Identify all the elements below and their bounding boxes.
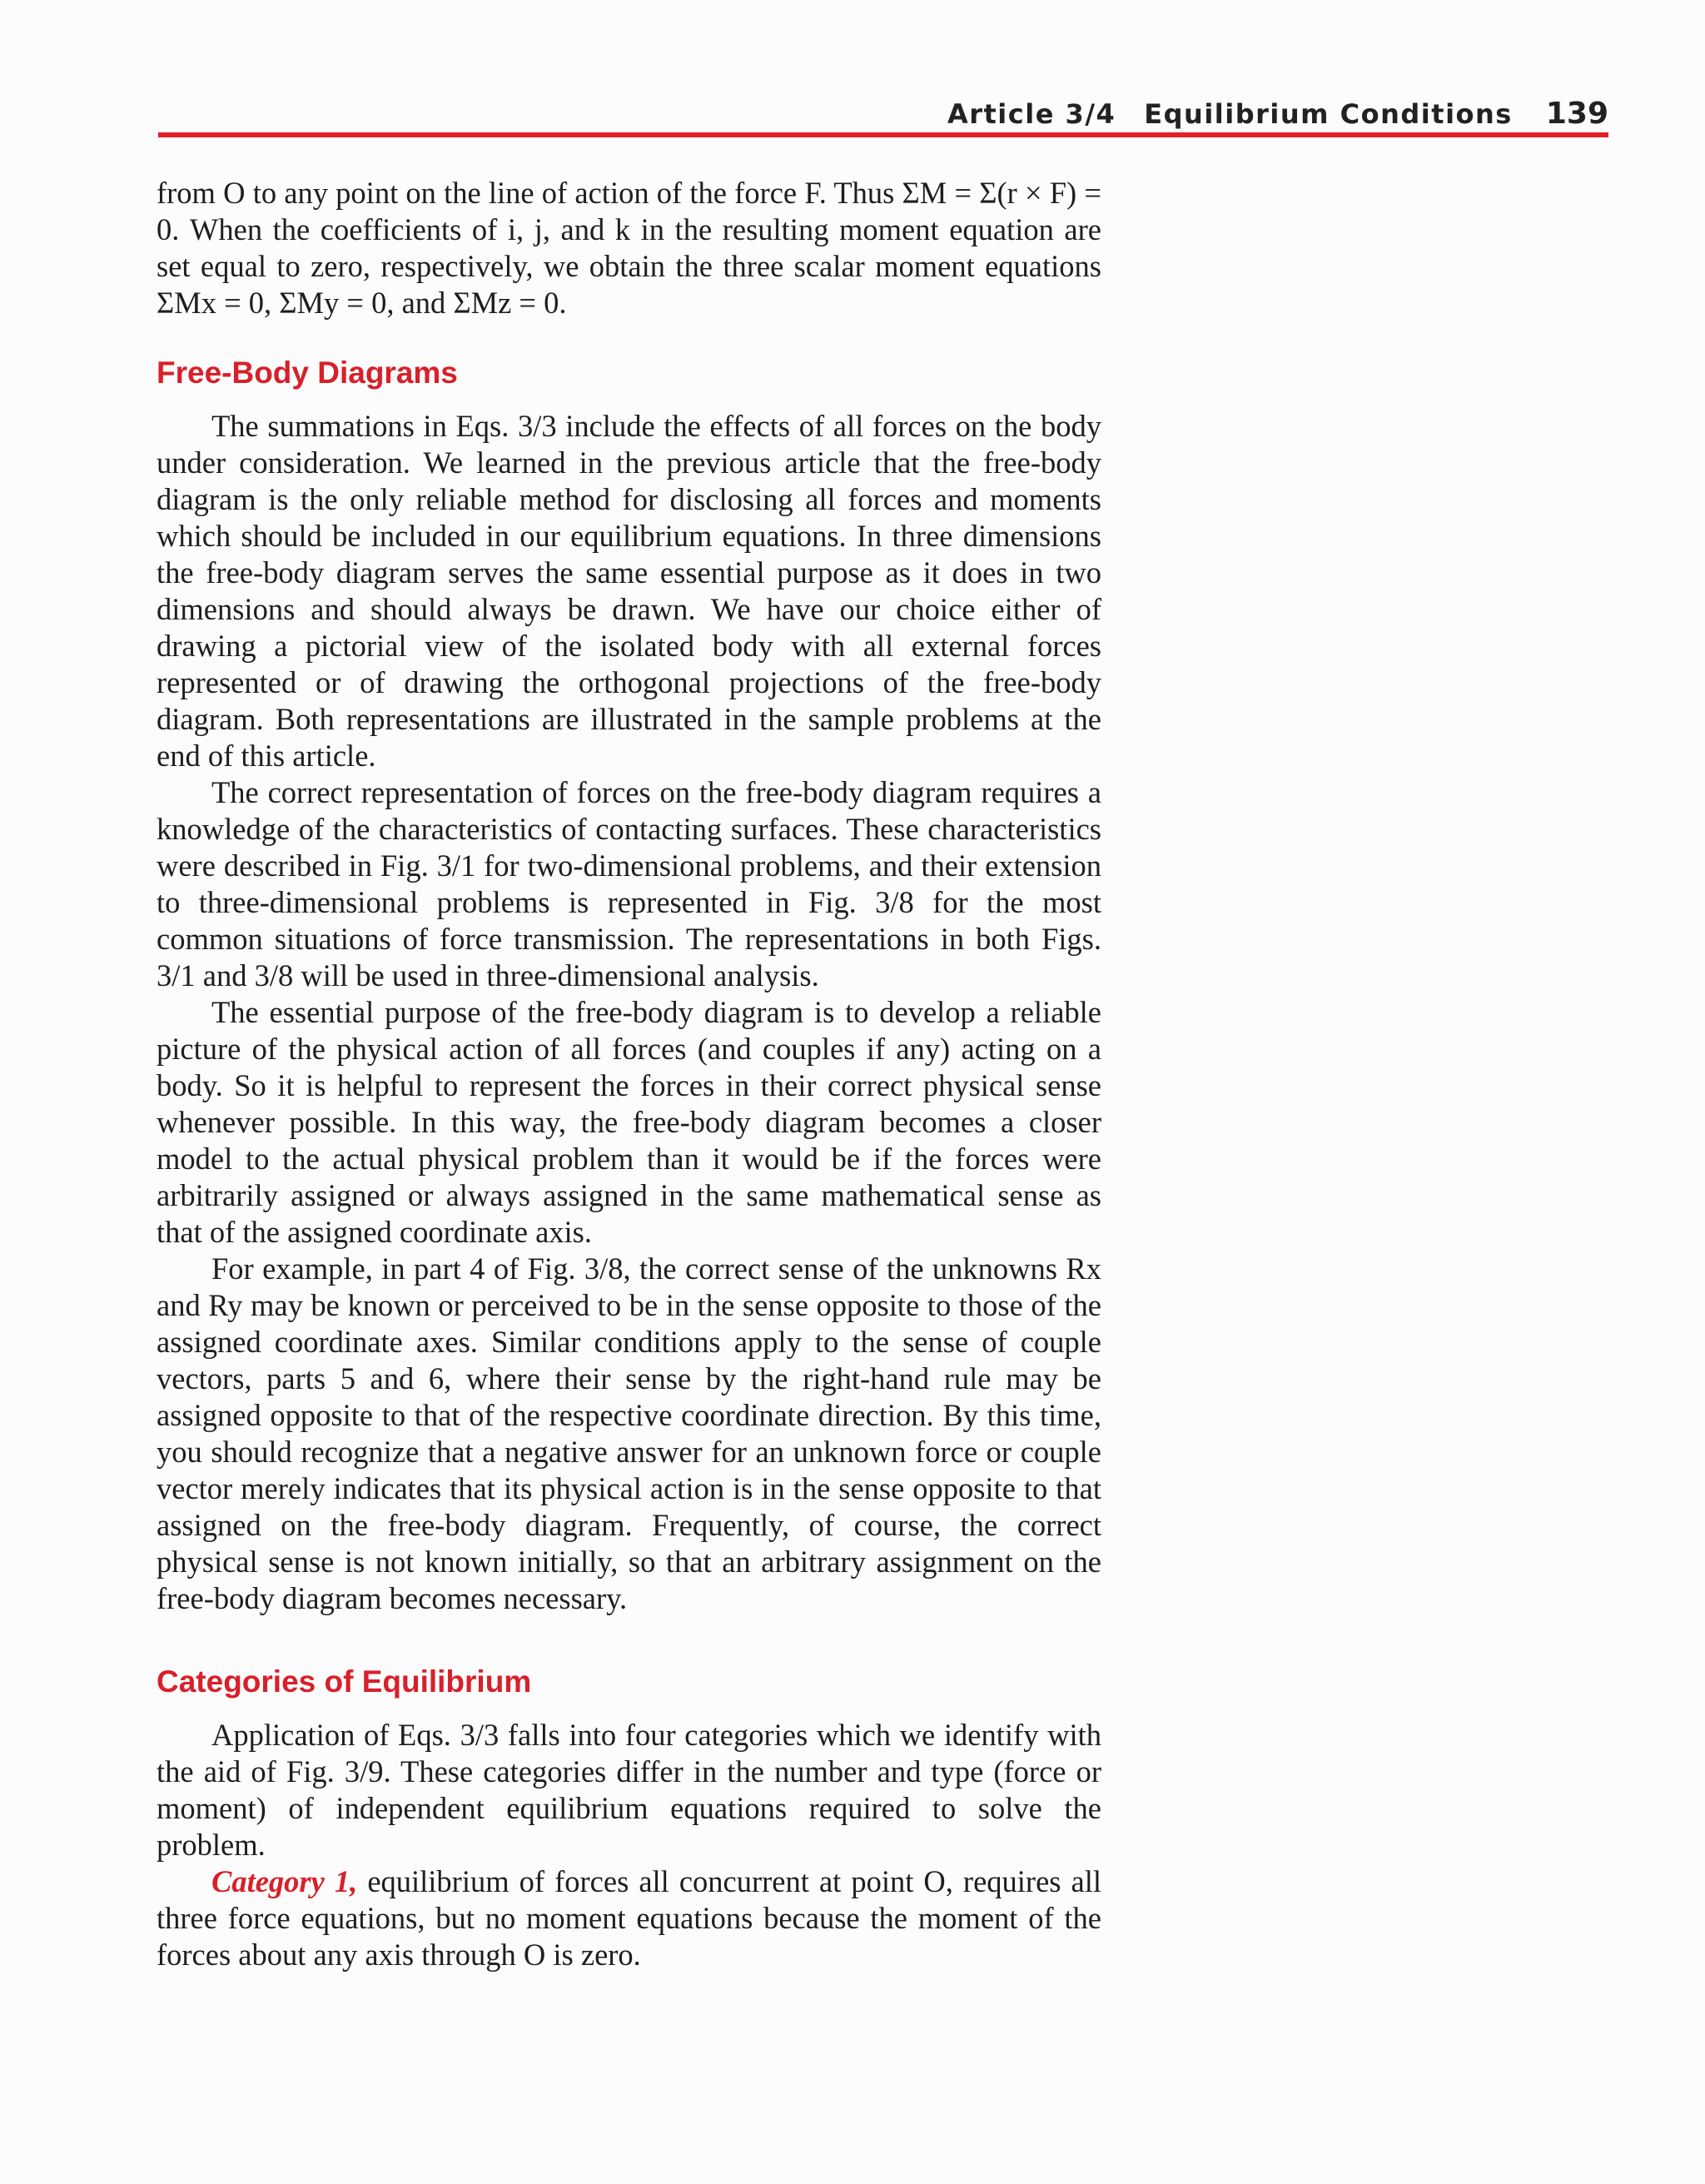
intro-paragraph: from O to any point on the line of action of the force F. Thus ΣM = Σ(r × F) = 0. When the coefficients of i, j, and k in the resulting moment equation are set equal to zero, respectively, we obtain the three scalar moment equations ΣMx = 0, ΣMy = 0, and ΣMz = 0. bbox=[157, 176, 1101, 320]
body-paragraph: The essential purpose of the free-body diagram is to develop a reliable picture of the physical action of all forces (and couples if any) acting on a body. So it is helpful to represent the forces in their correct physical sense whenever possible. In this way, the free-body diagram becomes a closer model to the actual physical problem than it would be if the forces were arbitrarily assigned or always assigned in the same mathematical sense as that of the assigned coordinate axis. bbox=[157, 995, 1101, 1249]
header-article: Article 3/4 bbox=[947, 98, 1116, 130]
page-body bbox=[157, 175, 1101, 1973]
heading-categories-of-equilibrium: Categories of Equilibrium bbox=[157, 1664, 532, 1699]
category-1-paragraph bbox=[157, 1863, 1101, 1973]
body-paragraph: Application of Eqs. 3/3 falls into four categories which we identify with the aid of Fig. 3/9. These categories differ in the number and type (force or moment) of independent equilibrium equations required to solve the problem. bbox=[157, 1718, 1101, 1862]
running-header bbox=[947, 97, 1608, 131]
page-number: 139 bbox=[1545, 97, 1608, 131]
body-paragraph: The correct representation of forces on the free-body diagram requires a knowledge of the characteristics of contacting surfaces. These characteristics were described in Fig. 3/1 for two-dimensional problems, and their extension to three-dimensional problems is represented in Fig. 3/8 for the most common situations of force transmission. The representations in both Figs. 3/1 and 3/8 will be used in three-dimensional analysis. bbox=[157, 775, 1101, 993]
header-section-title: Equilibrium Conditions bbox=[1144, 98, 1513, 130]
header-rule bbox=[158, 132, 1608, 137]
category-1-text: equilibrium of forces all concurrent at point O, requires all three force equations, but no moment equations because the moment of the forces about any axis through O is zero. bbox=[157, 1864, 1102, 1972]
heading-free-body-diagrams: Free-Body Diagrams bbox=[157, 356, 458, 390]
body-paragraph: The summations in Eqs. 3/3 include the effects of all forces on the body under consideration. We learned in the previous article that the free-body diagram is the only reliable method for disclosing all forces and moments which should be included in our equilibrium equations. In three dimensions the free-body diagram serves the same essential purpose as it does in two dimensions and should always be drawn. We have our choice either of drawing a pictorial view of the isolated body with all external forces represented or of drawing the orthogonal projections of the free-body diagram. Both representations are illustrated in the sample problems at the end of this article. bbox=[157, 409, 1101, 773]
category-1-label: Category 1, bbox=[211, 1864, 358, 1898]
body-paragraph: For example, in part 4 of Fig. 3/8, the correct sense of the unknowns Rx and Ry may be known or perceived to be in the sense opposite to those of the assigned coordinate axes. Similar conditions apply to the sense of couple vectors, parts 5 and 6, where their sense by the right-hand rule may be assigned opposite to that of the respective coordinate direction. By this time, you should recognize that a negative answer for an unknown force or couple vector merely indicates that its physical action is in the sense opposite to that assigned on the free-body diagram. Frequently, of course, the correct physical sense is not known initially, so that an arbitrary assignment on the free-body diagram becomes necessary. bbox=[157, 1251, 1101, 1615]
